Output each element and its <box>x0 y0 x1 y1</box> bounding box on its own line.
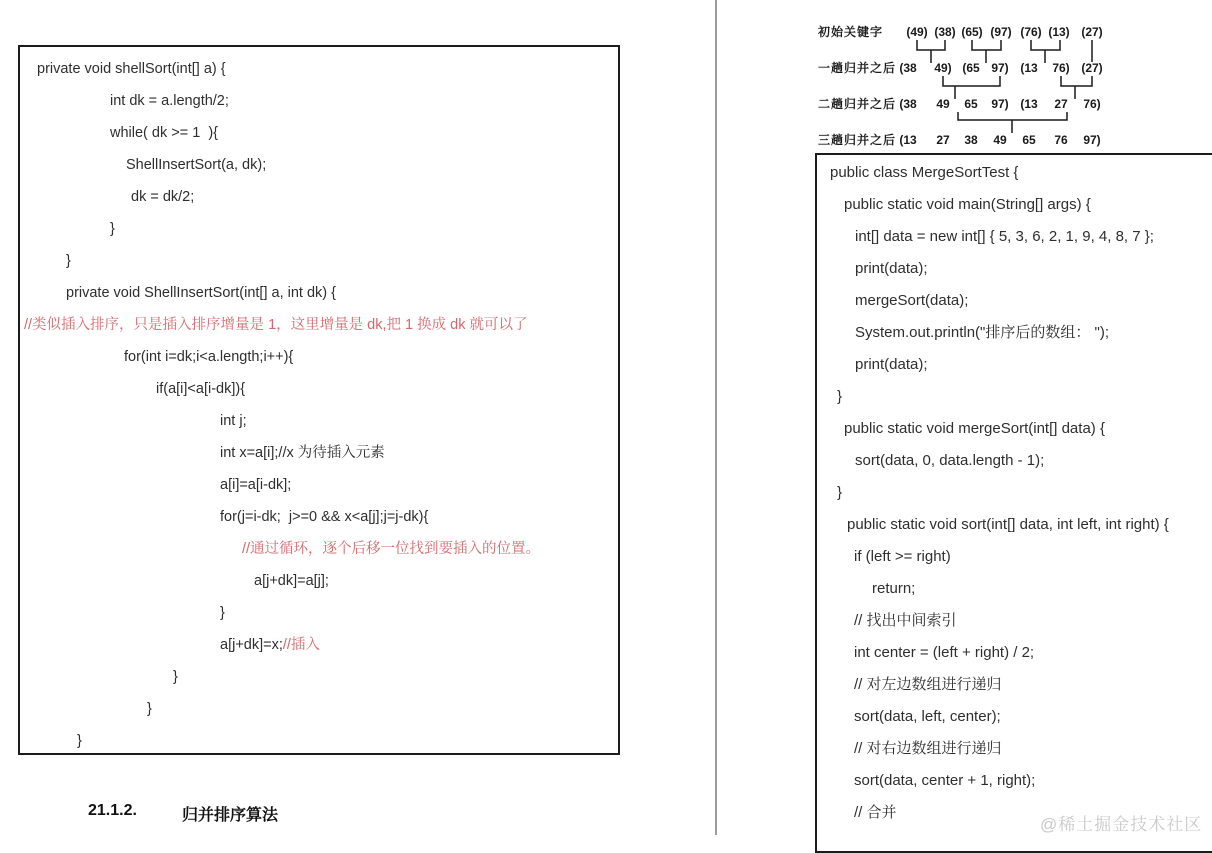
diagram-cell: (13) <box>1048 25 1070 39</box>
code-line <box>872 573 1212 605</box>
code-line <box>854 637 1212 669</box>
section-heading <box>88 802 278 825</box>
diagram-row <box>800 96 1212 112</box>
code-comment-red: //插入 <box>282 637 320 653</box>
diagram-cell: (13 <box>1020 61 1038 75</box>
code-line <box>124 341 618 373</box>
code-comment-red: //通过循环，逐个后移一位找到要插入的位置。 <box>242 541 541 557</box>
diagram-cell: (97) <box>990 25 1012 39</box>
code-line <box>847 509 1212 541</box>
code-text: sort(data, 0, data.length - 1); <box>855 452 1045 469</box>
diagram-cell: 49 <box>936 97 950 111</box>
page-divider <box>715 0 717 835</box>
diagram-cell: 27 <box>1054 97 1068 111</box>
diagram-cell: 65 <box>964 97 978 111</box>
code-line <box>854 541 1212 573</box>
code-text: } <box>147 701 152 717</box>
code-text: return; <box>872 580 916 597</box>
code-text: ShellInsertSort(a, dk); <box>126 157 267 173</box>
code-line <box>220 629 618 661</box>
code-line <box>24 309 618 341</box>
code-text: int j; <box>220 413 247 429</box>
code-line <box>855 317 1212 349</box>
diagram-cell: (27) <box>1081 61 1103 75</box>
code-comment-red: //类似插入排序，只是插入排序增量是 1，这里增量是 dk,把 1 换成 dk 就可以了 <box>24 317 528 333</box>
code-line <box>66 245 618 277</box>
code-line <box>173 661 618 693</box>
code-text: if(a[i]<a[i-dk]){ <box>156 381 246 397</box>
diagram-cell: (76) <box>1020 25 1042 39</box>
code-text: } <box>77 733 82 749</box>
diagram-cell: (38 <box>899 61 917 75</box>
diagram-cell: 97) <box>991 61 1009 75</box>
diagram-cell: 76) <box>1052 61 1070 75</box>
code-text: public class MergeSortTest { <box>830 164 1019 181</box>
code-text: private void shellSort(int[] a) { <box>37 61 226 77</box>
diagram-row <box>800 60 1212 76</box>
code-line <box>220 597 618 629</box>
code-line <box>854 733 1212 765</box>
code-text: while( dk >= 1 ){ <box>110 125 218 141</box>
diagram-row <box>800 24 1212 40</box>
diagram-cell: 38 <box>964 133 978 147</box>
code-text: int[] data = new int[] { 5, 3, 6, 2, 1, 9, 4, 8, 7 }; <box>855 228 1154 245</box>
code-line <box>77 725 618 757</box>
code-text: int x=a[i];//x 为待插入元素 <box>220 445 385 461</box>
code-line <box>220 469 618 501</box>
code-text: print(data); <box>855 356 928 373</box>
diagram-cell: (27) <box>1081 25 1103 39</box>
code-text: public static void mergeSort(int[] data) { <box>844 420 1105 437</box>
code-line <box>242 533 618 565</box>
code-line <box>147 693 618 725</box>
diagram-cell: 27 <box>936 133 950 147</box>
code-line <box>66 277 618 309</box>
code-line <box>126 149 618 181</box>
diagram-cell: (65 <box>962 61 980 75</box>
code-text: public static void sort(int[] data, int left, int right) { <box>847 516 1169 533</box>
code-line <box>855 253 1212 285</box>
diagram-cell: 49) <box>934 61 952 75</box>
merge-diagram <box>800 0 1212 153</box>
code-text: mergeSort(data); <box>855 292 969 309</box>
code-line <box>855 349 1212 381</box>
code-text: // 合并 <box>854 804 897 821</box>
code-line <box>837 381 1212 413</box>
diagram-cell: (65) <box>961 25 983 39</box>
code-text: private void ShellInsertSort(int[] a, int dk) { <box>66 285 336 301</box>
code-line <box>854 669 1212 701</box>
code-line <box>844 413 1212 445</box>
code-text: } <box>173 669 178 685</box>
code-text: } <box>220 605 225 621</box>
diagram-cell: 97) <box>1083 133 1101 147</box>
diagram-cell: 65 <box>1022 133 1036 147</box>
code-line <box>37 53 618 85</box>
code-line <box>254 565 618 597</box>
code-text: dk = dk/2; <box>131 189 195 205</box>
diagram-row <box>800 132 1212 148</box>
diagram-cell: (49) <box>906 25 928 39</box>
diagram-row-label: 三趟归并之后 <box>818 133 897 147</box>
diagram-row-label: 二趟归并之后 <box>818 97 897 111</box>
merge-sort-code-box <box>815 153 1212 853</box>
diagram-cell: (38 <box>899 97 917 111</box>
code-line <box>830 157 1212 189</box>
code-text: System.out.println("排序后的数组： "); <box>855 324 1110 341</box>
code-text: } <box>837 388 843 405</box>
code-line <box>855 445 1212 477</box>
diagram-row-label: 初始关键字 <box>818 25 884 39</box>
code-line <box>855 285 1212 317</box>
code-text: a[j+dk]=x; <box>220 637 283 653</box>
code-text: // 对左边数组进行递归 <box>854 676 1002 693</box>
code-text: } <box>110 221 115 237</box>
diagram-cell: 97) <box>991 97 1009 111</box>
code-text: sort(data, center + 1, right); <box>854 772 1036 789</box>
section-number: 21.1.2. <box>88 802 137 819</box>
code-line <box>854 701 1212 733</box>
code-text: print(data); <box>855 260 928 277</box>
code-text: // 对右边数组进行递归 <box>854 740 1002 757</box>
code-text: for(int i=dk;i<a.length;i++){ <box>124 349 294 365</box>
code-line <box>854 765 1212 797</box>
diagram-cell: 76) <box>1083 97 1101 111</box>
section-title: 归并排序算法 <box>181 807 278 824</box>
code-text: int center = (left + right) / 2; <box>854 644 1035 661</box>
code-line <box>156 373 618 405</box>
code-text: // 找出中间索引 <box>854 612 957 629</box>
code-line <box>855 221 1212 253</box>
code-line <box>220 501 618 533</box>
diagram-cell: 76 <box>1054 133 1068 147</box>
watermark: @稀土掘金技术社区 <box>1040 815 1203 834</box>
code-text: } <box>66 253 71 269</box>
code-line <box>854 605 1212 637</box>
diagram-row-label: 一趟归并之后 <box>818 61 897 75</box>
code-line <box>131 181 618 213</box>
code-line <box>220 437 618 469</box>
diagram-cell: (38) <box>934 25 956 39</box>
diagram-cell: (13 <box>1020 97 1038 111</box>
code-text: sort(data, left, center); <box>854 708 1001 725</box>
code-text: public static void main(String[] args) { <box>844 196 1091 213</box>
code-line <box>110 117 618 149</box>
code-text: } <box>837 484 843 501</box>
code-text: if (left >= right) <box>854 548 951 565</box>
code-text: a[i]=a[i-dk]; <box>220 477 292 493</box>
diagram-cell: (13 <box>899 133 917 147</box>
code-line <box>837 477 1212 509</box>
code-line <box>220 405 618 437</box>
diagram-cell: 49 <box>993 133 1007 147</box>
shell-sort-code-box <box>18 45 620 755</box>
code-line <box>844 189 1212 221</box>
code-text: for(j=i-dk; j>=0 && x<a[j];j=j-dk){ <box>220 509 429 525</box>
code-line <box>110 213 618 245</box>
code-line <box>110 85 618 117</box>
merge-connector-lines <box>800 0 1212 153</box>
code-text: int dk = a.length/2; <box>110 93 229 109</box>
code-text: a[j+dk]=a[j]; <box>254 573 329 589</box>
